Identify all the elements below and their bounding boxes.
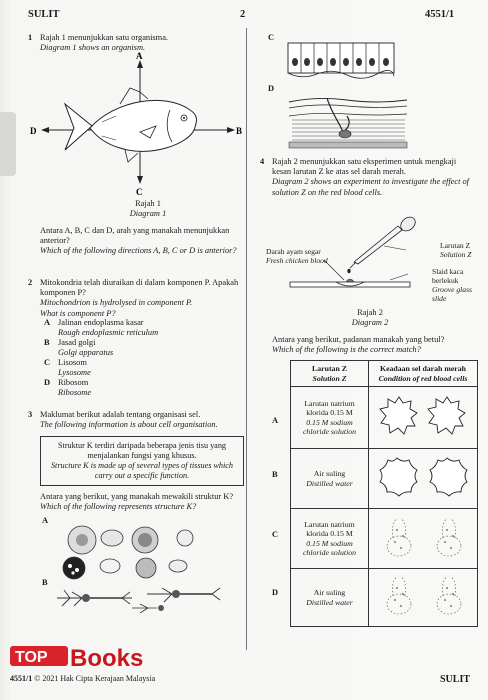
arrow-label-c: C: [136, 187, 143, 197]
option-a[interactable]: [44, 318, 159, 338]
lysed-cells-icon: [371, 572, 475, 620]
table-header-row: [291, 361, 478, 387]
row-letter-d[interactable]: D: [272, 588, 279, 597]
option-letter: D: [44, 378, 51, 387]
table-row[interactable]: [291, 509, 478, 569]
cell-ms: Larutan natrium klorida 0.15 M: [304, 398, 355, 417]
info-box-ms: Struktur K terdiri daripada beberapa jenis tisu yang menjalankan fungsi yang khusus.: [57, 441, 227, 460]
cell-en: 0.15 M sodium chloride solution: [302, 417, 357, 436]
option-b[interactable]: [44, 338, 114, 358]
condition-cell: [369, 569, 478, 627]
prompt-ms: Antara yang berikut, padanan manakah yang betul?: [272, 335, 445, 344]
question-text-ms: Maklumat berikut adalah tentang organisasi sel.: [40, 410, 201, 419]
option-text-en: Ribosome: [58, 388, 92, 398]
question-2: [28, 278, 244, 319]
option-text-en: Golgi apparatus: [58, 348, 114, 358]
crenated-cells-icon: [371, 391, 475, 441]
question-3-prompt: [40, 492, 244, 512]
prompt-en: Which of the following represents structure K?: [40, 502, 197, 512]
epithelium-illustration[interactable]: [287, 40, 397, 80]
cell-en: Distilled water: [306, 597, 353, 607]
option-letter: A: [44, 318, 51, 327]
prompt-en: Which of the following is the correct match?: [272, 345, 421, 355]
question-text-en: Diagram 1 shows an organism.: [40, 43, 146, 53]
label-fresh-blood: [266, 247, 356, 265]
footer-right: SULIT: [440, 674, 471, 685]
skin-tissue-illustration[interactable]: [287, 94, 409, 150]
crenated-cells-icon: [371, 453, 475, 501]
question-text-en: Diagram 2 shows an experiment to investigate the effect of solution Z on the red blood cells.: [272, 177, 470, 197]
solution-cell: [291, 449, 369, 509]
solution-cell: [291, 509, 369, 569]
q3-option-d-label[interactable]: D: [268, 84, 275, 93]
label-ms: Darah ayam segar: [266, 247, 321, 256]
arrow-label-a: A: [136, 52, 143, 61]
solution-cell: [291, 569, 369, 627]
row-letter-b[interactable]: B: [272, 470, 278, 479]
question-text-en: The following information is about cell organisation.: [40, 420, 218, 430]
option-letter: C: [44, 358, 51, 367]
question-number: 4: [260, 157, 265, 166]
question-1: [28, 33, 240, 53]
option-text-en: Rough endoplasmic reticulum: [58, 328, 159, 338]
fish-diagram: [30, 52, 245, 212]
caption-ms: Rajah 2: [357, 308, 383, 317]
cell-en: Distilled water: [306, 478, 353, 488]
caption-ms: Rajah 1: [135, 199, 161, 208]
question-4-prompt: [272, 335, 482, 355]
footer-code: 4551/1: [10, 674, 33, 683]
condition-cell: [369, 449, 478, 509]
lysed-cells-icon: [371, 512, 475, 562]
cell-en: 0.15 M sodium chloride solution: [302, 538, 357, 557]
header-left: SULIT: [28, 9, 60, 20]
info-box: [40, 436, 244, 486]
question-text-en-2: What is component P?: [40, 308, 116, 318]
solution-cell: [291, 387, 369, 449]
column-divider: [246, 28, 247, 650]
option-c[interactable]: [44, 358, 91, 378]
option-text-ms: Jalinan endoplasma kasar: [58, 318, 144, 327]
cell-ms: Larutan natrium klorida 0.15 M: [304, 519, 355, 538]
diagram-1-caption: [118, 199, 178, 219]
table-row[interactable]: [291, 449, 478, 509]
question-text-en-1: Mitochondrion is hydrolysed in component P.: [40, 298, 193, 308]
logo-top-text: TOP: [15, 649, 48, 666]
question-text-ms: Rajah 1 menunjukkan satu organisma.: [40, 33, 169, 42]
cell-ms: Air suling: [313, 588, 346, 597]
caption-en: Diagram 1: [129, 209, 167, 219]
answer-table: [290, 360, 478, 627]
option-text-ms: Jasad golgi: [58, 338, 96, 347]
logo-books-text: Books: [70, 645, 144, 672]
question-1-prompt: [40, 226, 244, 257]
question-text-ms: Rajah 2 menunjukkan satu eksperimen untuk mengkaji kesan larutan Z ke atas sel darah merah.: [272, 157, 457, 177]
label-en: Solution Z: [440, 250, 472, 259]
prompt-ms: Antara yang berikut, yang manakah mewakili struktur K?: [40, 492, 234, 501]
cell-ms: Air suling: [313, 469, 346, 478]
question-4: [260, 157, 476, 198]
footer-left: [10, 674, 155, 683]
table-row[interactable]: [291, 387, 478, 449]
arrow-label-d: D: [30, 126, 37, 136]
column-header-solution: [291, 361, 369, 387]
condition-cell: [369, 387, 478, 449]
row-letter-a[interactable]: A: [272, 416, 279, 425]
nerve-cells-illustration[interactable]: [52, 584, 227, 614]
column-header-condition: [369, 361, 478, 387]
option-text-ms: Ribosom: [58, 378, 89, 387]
prompt-ms: Antara A, B, C dan D, arah yang manakah menunjukkan anterior?: [40, 226, 230, 246]
arrow-label-b: B: [236, 126, 243, 136]
question-number: 1: [28, 33, 33, 42]
header-paper-code: 4551/1: [425, 9, 455, 20]
question-3: [28, 410, 244, 430]
condition-cell: [369, 509, 478, 569]
label-en: Fresh chicken blood: [266, 256, 328, 265]
header-en: Condition of red blood cells: [378, 373, 468, 383]
header-ms: Larutan Z: [312, 364, 347, 373]
header-page-number: 2: [240, 9, 246, 20]
label-solution-z: [440, 241, 486, 259]
prompt-en: Which of the following directions A, B, C or D is anterior?: [40, 246, 237, 256]
caption-en: Diagram 2: [351, 318, 389, 328]
q3-option-a-label[interactable]: A: [42, 516, 49, 525]
q3-option-b-label[interactable]: B: [42, 578, 48, 587]
question-number: 2: [28, 278, 33, 287]
table-row[interactable]: [291, 569, 478, 627]
option-d[interactable]: [44, 378, 92, 398]
side-tab: [0, 112, 16, 176]
label-en: Groove glass slide: [432, 285, 473, 303]
row-letter-c[interactable]: C: [272, 530, 279, 539]
info-box-en: Structure K is made up of several types of tissues which carry out a specific function.: [50, 461, 234, 480]
label-ms: Larutan Z: [440, 241, 471, 250]
blood-cells-illustration[interactable]: [50, 524, 220, 582]
option-text-en: Lysosome: [58, 368, 91, 378]
question-text-ms: Mitokondria telah diuraikan di dalam komponen P. Apakah komponen P?: [40, 278, 239, 298]
question-number: 3: [28, 410, 33, 419]
option-letter: B: [44, 338, 50, 347]
header-en: Solution Z: [312, 373, 347, 383]
label-groove-slide: [432, 267, 486, 303]
header-ms: Keadaan sel darah merah: [380, 364, 466, 373]
q3-option-c-label[interactable]: C: [268, 33, 275, 42]
diagram-2-caption: [340, 308, 400, 328]
footer-copyright: © 2021 Hak Cipta Kerajaan Malaysia: [34, 674, 156, 683]
option-text-ms: Lisosom: [58, 358, 87, 367]
label-ms: Slaid kaca berlekuk: [432, 267, 464, 285]
